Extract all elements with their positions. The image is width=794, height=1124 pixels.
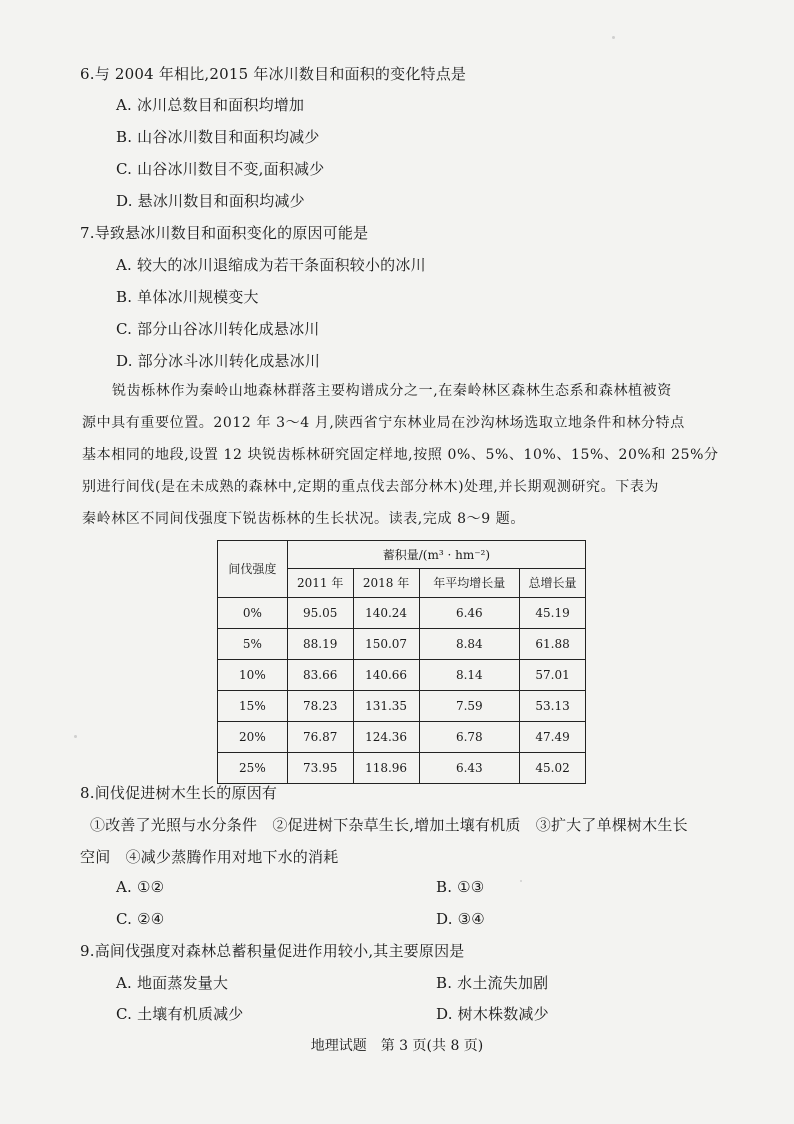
table-cell: 20% <box>218 722 288 753</box>
question-9-option-c[interactable]: C. 土壤有机质减少 <box>116 1005 244 1023</box>
question-8-option-a[interactable]: A. ①② <box>116 878 165 896</box>
question-8-option-d[interactable]: D. ③④ <box>436 910 485 928</box>
question-6-option-c[interactable]: C. 山谷冰川数目不变,面积减少 <box>116 160 325 178</box>
table-cell: 150.07 <box>353 629 419 660</box>
table-cell: 57.01 <box>520 660 586 691</box>
row-header-thinning-intensity: 间伐强度 <box>218 541 288 598</box>
page-footer: 地理试题 第 3 页(共 8 页) <box>310 1038 484 1054</box>
table-cell: 118.96 <box>353 753 419 784</box>
question-9-option-d[interactable]: D. 树木株数减少 <box>436 1005 549 1023</box>
question-8-option-b[interactable]: B. ①③ <box>436 878 485 896</box>
question-7-option-d[interactable]: D. 部分冰斗冰川转化成悬冰川 <box>116 352 321 370</box>
table-cell: 10% <box>218 660 288 691</box>
question-9-option-b[interactable]: B. 水土流失加剧 <box>436 974 549 992</box>
group-header-volume: 蓄积量/(m³ · hm⁻²) <box>287 541 585 569</box>
table-cell: 6.46 <box>419 598 520 629</box>
table-cell: 7.59 <box>419 691 520 722</box>
column-header: 总增长量 <box>520 569 586 598</box>
question-9-stem: 9.高间伐强度对森林总蓄积量促进作用较小,其主要原因是 <box>80 942 465 960</box>
passage-line: 锐齿栎林作为秦岭山地森林群落主要构谱成分之一,在秦岭林区森林生态系和森林植被资 <box>112 383 672 399</box>
table-cell: 76.87 <box>287 722 353 753</box>
table-cell: 6.78 <box>419 722 520 753</box>
question-8-items: 空间 ④减少蒸腾作用对地下水的消耗 <box>80 848 339 866</box>
passage-line: 基本相同的地段,设置 12 块锐齿栎林研究固定样地,按照 0%、5%、10%、15%、20%和 25%分 <box>82 447 719 463</box>
question-6-stem: 6.与 2004 年相比,2015 年冰川数目和面积的变化特点是 <box>80 65 467 83</box>
table-row <box>218 660 586 691</box>
question-7-option-c[interactable]: C. 部分山谷冰川转化成悬冰川 <box>116 320 320 338</box>
passage-line: 别进行间伐(是在未成熟的森林中,定期的重点伐去部分林木)处理,并长期观测研究。下表为 <box>82 479 660 495</box>
question-7-option-b[interactable]: B. 单体冰川规模变大 <box>116 288 259 306</box>
table-cell: 25% <box>218 753 288 784</box>
table-cell: 0% <box>218 598 288 629</box>
table-cell: 8.84 <box>419 629 520 660</box>
table-row <box>218 691 586 722</box>
scan-speck <box>74 735 77 738</box>
scan-speck <box>612 36 615 39</box>
column-header: 2011 年 <box>287 569 353 598</box>
passage-line: 秦岭林区不同间伐强度下锐齿栎林的生长状况。读表,完成 8～9 题。 <box>82 511 525 527</box>
question-8-items: ①改善了光照与水分条件 ②促进树下杂草生长,增加土壤有机质 ③扩大了单棵树木生长 <box>90 816 688 834</box>
question-7-option-a[interactable]: A. 较大的冰川退缩成为若干条面积较小的冰川 <box>116 256 426 274</box>
table-row <box>218 598 586 629</box>
table-cell: 78.23 <box>287 691 353 722</box>
table-cell: 140.66 <box>353 660 419 691</box>
table-cell: 53.13 <box>520 691 586 722</box>
column-header: 2018 年 <box>353 569 419 598</box>
table-cell: 88.19 <box>287 629 353 660</box>
table-cell: 95.05 <box>287 598 353 629</box>
column-header: 年平均增长量 <box>419 569 520 598</box>
table-cell: 8.14 <box>419 660 520 691</box>
question-6-option-a[interactable]: A. 冰川总数目和面积均增加 <box>116 96 305 114</box>
question-8-option-c[interactable]: C. ②④ <box>116 910 165 928</box>
table-cell: 83.66 <box>287 660 353 691</box>
table-row <box>218 722 586 753</box>
question-6-option-d[interactable]: D. 悬冰川数目和面积均减少 <box>116 192 305 210</box>
table-cell: 140.24 <box>353 598 419 629</box>
table-cell: 131.35 <box>353 691 419 722</box>
table-row <box>218 629 586 660</box>
table-cell: 47.49 <box>520 722 586 753</box>
question-6-option-b[interactable]: B. 山谷冰川数目和面积均减少 <box>116 128 320 146</box>
table-cell: 124.36 <box>353 722 419 753</box>
question-9-option-a[interactable]: A. 地面蒸发量大 <box>116 974 229 992</box>
table-cell: 45.02 <box>520 753 586 784</box>
table-row <box>218 753 586 784</box>
table-cell: 5% <box>218 629 288 660</box>
table-cell: 6.43 <box>419 753 520 784</box>
table-cell: 45.19 <box>520 598 586 629</box>
table-cell: 15% <box>218 691 288 722</box>
question-7-stem: 7.导致悬冰川数目和面积变化的原因可能是 <box>80 224 369 242</box>
scan-speck <box>520 880 522 882</box>
question-8-stem: 8.间伐促进树木生长的原因有 <box>80 784 278 802</box>
forest-volume-table <box>217 540 586 784</box>
table-cell: 61.88 <box>520 629 586 660</box>
table-cell: 73.95 <box>287 753 353 784</box>
passage-line: 源中具有重要位置。2012 年 3～4 月,陕西省宁东林业局在沙沟林场选取立地条件和林分特点 <box>82 415 685 431</box>
